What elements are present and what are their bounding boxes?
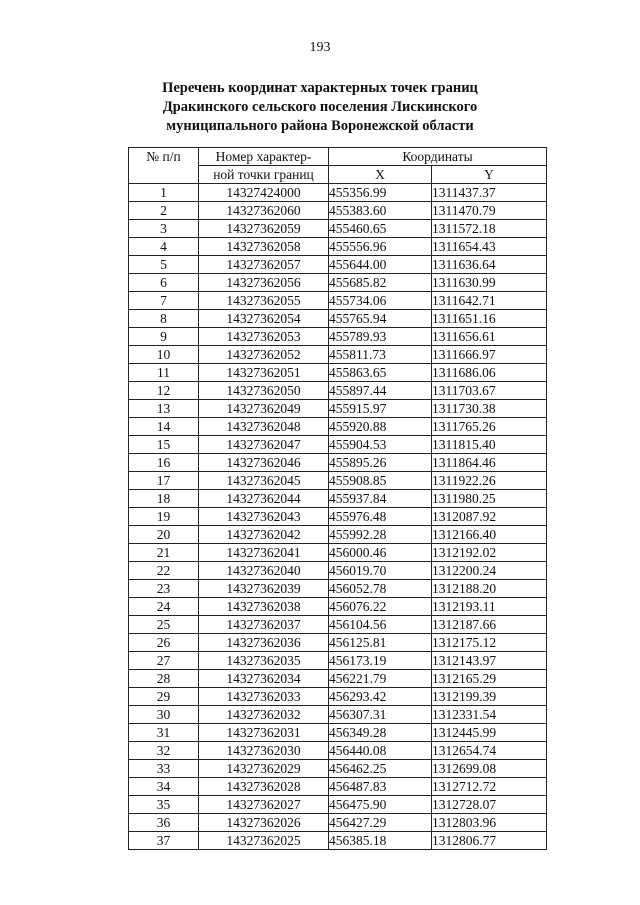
row-number-cell: 23 <box>129 580 199 598</box>
point-number-cell: 14327424000 <box>199 184 329 202</box>
row-number-cell: 2 <box>129 202 199 220</box>
row-number-cell: 37 <box>129 832 199 850</box>
coordinate-x-cell: 455556.96 <box>329 238 432 256</box>
coordinate-y-cell: 1312200.24 <box>432 562 547 580</box>
header-y: Y <box>432 166 547 184</box>
point-number-cell: 14327362038 <box>199 598 329 616</box>
coordinate-x-cell: 455992.28 <box>329 526 432 544</box>
header-x: X <box>329 166 432 184</box>
table-row <box>129 490 547 508</box>
table-row <box>129 220 547 238</box>
table-row <box>129 382 547 400</box>
coordinate-x-cell: 456385.18 <box>329 832 432 850</box>
table-row <box>129 742 547 760</box>
row-number-cell: 35 <box>129 796 199 814</box>
point-number-cell: 14327362028 <box>199 778 329 796</box>
coordinate-y-cell: 1311730.38 <box>432 400 547 418</box>
row-number-cell: 11 <box>129 364 199 382</box>
coordinate-x-cell: 456125.81 <box>329 634 432 652</box>
point-number-cell: 14327362035 <box>199 652 329 670</box>
point-number-cell: 14327362055 <box>199 292 329 310</box>
coordinate-x-cell: 455904.53 <box>329 436 432 454</box>
point-number-cell: 14327362040 <box>199 562 329 580</box>
coordinate-x-cell: 456440.08 <box>329 742 432 760</box>
coordinate-x-cell: 456052.78 <box>329 580 432 598</box>
coordinate-x-cell: 455734.06 <box>329 292 432 310</box>
coordinate-x-cell: 456076.22 <box>329 598 432 616</box>
point-number-cell: 14327362051 <box>199 364 329 382</box>
coordinate-y-cell: 1312654.74 <box>432 742 547 760</box>
table-row <box>129 256 547 274</box>
coordinate-y-cell: 1311654.43 <box>432 238 547 256</box>
point-number-cell: 14327362048 <box>199 418 329 436</box>
coordinate-x-cell: 455976.48 <box>329 508 432 526</box>
point-number-cell: 14327362052 <box>199 346 329 364</box>
coordinate-x-cell: 456019.70 <box>329 562 432 580</box>
row-number-cell: 5 <box>129 256 199 274</box>
title-line-3: муниципального района Воронежской области <box>166 118 474 134</box>
coordinate-y-cell: 1311636.64 <box>432 256 547 274</box>
point-number-cell: 14327362050 <box>199 382 329 400</box>
row-number-cell: 25 <box>129 616 199 634</box>
table-row <box>129 418 547 436</box>
coordinate-x-cell: 455920.88 <box>329 418 432 436</box>
row-number-cell: 32 <box>129 742 199 760</box>
row-number-cell: 19 <box>129 508 199 526</box>
coordinate-y-cell: 1311656.61 <box>432 328 547 346</box>
coordinate-y-cell: 1312199.39 <box>432 688 547 706</box>
row-number-cell: 33 <box>129 760 199 778</box>
table-body <box>129 184 547 850</box>
row-number-cell: 36 <box>129 814 199 832</box>
coordinate-y-cell: 1312728.07 <box>432 796 547 814</box>
coordinate-x-cell: 456000.46 <box>329 544 432 562</box>
row-number-cell: 30 <box>129 706 199 724</box>
table-row <box>129 310 547 328</box>
coordinate-x-cell: 455811.73 <box>329 346 432 364</box>
row-number-cell: 18 <box>129 490 199 508</box>
table-row <box>129 526 547 544</box>
table-row <box>129 454 547 472</box>
point-number-cell: 14327362042 <box>199 526 329 544</box>
table-row <box>129 202 547 220</box>
coordinate-y-cell: 1311980.25 <box>432 490 547 508</box>
row-number-cell: 26 <box>129 634 199 652</box>
coordinate-y-cell: 1311864.46 <box>432 454 547 472</box>
title-line-2: Дракинского сельского поселения Лискинского <box>162 99 478 115</box>
row-number-cell: 12 <box>129 382 199 400</box>
coordinate-y-cell: 1311630.99 <box>432 274 547 292</box>
row-number-cell: 24 <box>129 598 199 616</box>
coordinate-y-cell: 1311815.40 <box>432 436 547 454</box>
table-row <box>129 688 547 706</box>
row-number-cell: 8 <box>129 310 199 328</box>
coordinate-x-cell: 455895.26 <box>329 454 432 472</box>
point-number-cell: 14327362026 <box>199 814 329 832</box>
coordinate-y-cell: 1311642.71 <box>432 292 547 310</box>
point-number-cell: 14327362045 <box>199 472 329 490</box>
coordinate-x-cell: 455460.65 <box>329 220 432 238</box>
row-number-cell: 28 <box>129 670 199 688</box>
point-number-cell: 14327362032 <box>199 706 329 724</box>
table-row <box>129 292 547 310</box>
table-row <box>129 274 547 292</box>
point-number-cell: 14327362044 <box>199 490 329 508</box>
row-number-cell: 15 <box>129 436 199 454</box>
coordinate-y-cell: 1311470.79 <box>432 202 547 220</box>
row-number-cell: 4 <box>129 238 199 256</box>
table-row <box>129 634 547 652</box>
coordinate-x-cell: 456221.79 <box>329 670 432 688</box>
coordinates-table <box>128 147 547 850</box>
coordinate-y-cell: 1312445.99 <box>432 724 547 742</box>
coordinate-y-cell: 1312803.96 <box>432 814 547 832</box>
point-number-cell: 14327362043 <box>199 508 329 526</box>
point-number-cell: 14327362030 <box>199 742 329 760</box>
table-row <box>129 598 547 616</box>
row-number-cell: 7 <box>129 292 199 310</box>
coordinate-y-cell: 1311703.67 <box>432 382 547 400</box>
table-row <box>129 580 547 598</box>
point-number-cell: 14327362049 <box>199 400 329 418</box>
row-number-cell: 10 <box>129 346 199 364</box>
point-number-cell: 14327362041 <box>199 544 329 562</box>
row-number-cell: 14 <box>129 418 199 436</box>
point-number-cell: 14327362059 <box>199 220 329 238</box>
coordinate-x-cell: 456427.29 <box>329 814 432 832</box>
row-number-cell: 27 <box>129 652 199 670</box>
coordinate-x-cell: 456462.25 <box>329 760 432 778</box>
row-number-cell: 16 <box>129 454 199 472</box>
coordinate-y-cell: 1312699.08 <box>432 760 547 778</box>
point-number-cell: 14327362037 <box>199 616 329 634</box>
coordinate-x-cell: 455863.65 <box>329 364 432 382</box>
table-row <box>129 184 547 202</box>
coordinate-y-cell: 1311666.97 <box>432 346 547 364</box>
coordinate-y-cell: 1312087.92 <box>432 508 547 526</box>
point-number-cell: 14327362027 <box>199 796 329 814</box>
header-coordinates: Координаты <box>329 148 547 166</box>
coordinate-y-cell: 1311922.26 <box>432 472 547 490</box>
row-number-cell: 17 <box>129 472 199 490</box>
coordinate-x-cell: 455937.84 <box>329 490 432 508</box>
coordinate-y-cell: 1312187.66 <box>432 616 547 634</box>
table-row <box>129 760 547 778</box>
coordinate-x-cell: 455685.82 <box>329 274 432 292</box>
table-row <box>129 346 547 364</box>
table-row <box>129 652 547 670</box>
coordinate-y-cell: 1312165.29 <box>432 670 547 688</box>
title-line-1: Перечень координат характерных точек границ <box>162 80 478 96</box>
table-row <box>129 724 547 742</box>
row-number-cell: 34 <box>129 778 199 796</box>
coordinate-x-cell: 455765.94 <box>329 310 432 328</box>
table-row <box>129 814 547 832</box>
point-number-cell: 14327362031 <box>199 724 329 742</box>
coordinate-y-cell: 1312806.77 <box>432 832 547 850</box>
point-number-cell: 14327362056 <box>199 274 329 292</box>
coordinate-y-cell: 1311437.37 <box>432 184 547 202</box>
coordinate-x-cell: 456307.31 <box>329 706 432 724</box>
row-number-cell: 29 <box>129 688 199 706</box>
table-row <box>129 544 547 562</box>
coordinate-x-cell: 456475.90 <box>329 796 432 814</box>
coordinate-y-cell: 1312331.54 <box>432 706 547 724</box>
table-row <box>129 778 547 796</box>
row-number-cell: 20 <box>129 526 199 544</box>
point-number-cell: 14327362033 <box>199 688 329 706</box>
table-row <box>129 508 547 526</box>
coordinate-x-cell: 455789.93 <box>329 328 432 346</box>
row-number-cell: 9 <box>129 328 199 346</box>
row-number-cell: 22 <box>129 562 199 580</box>
coordinate-y-cell: 1312193.11 <box>432 598 547 616</box>
point-number-cell: 14327362047 <box>199 436 329 454</box>
table-row <box>129 436 547 454</box>
point-number-cell: 14327362034 <box>199 670 329 688</box>
coordinate-x-cell: 455356.99 <box>329 184 432 202</box>
table-row <box>129 616 547 634</box>
document-title <box>0 79 640 136</box>
point-number-cell: 14327362058 <box>199 238 329 256</box>
row-number-cell: 1 <box>129 184 199 202</box>
coordinate-y-cell: 1311686.06 <box>432 364 547 382</box>
header-row-number: № п/п <box>129 148 199 184</box>
table-row <box>129 796 547 814</box>
header-point-number-line2: ной точки границ <box>199 166 329 184</box>
point-number-cell: 14327362039 <box>199 580 329 598</box>
table-row <box>129 328 547 346</box>
coordinate-x-cell: 456293.42 <box>329 688 432 706</box>
table-row <box>129 364 547 382</box>
point-number-cell: 14327362029 <box>199 760 329 778</box>
point-number-cell: 14327362053 <box>199 328 329 346</box>
coordinate-y-cell: 1311572.18 <box>432 220 547 238</box>
table-row <box>129 472 547 490</box>
coordinate-x-cell: 455908.85 <box>329 472 432 490</box>
table-row <box>129 706 547 724</box>
coordinate-x-cell: 456173.19 <box>329 652 432 670</box>
row-number-cell: 31 <box>129 724 199 742</box>
coordinate-x-cell: 455915.97 <box>329 400 432 418</box>
table-header <box>129 148 547 184</box>
page-number: 193 <box>309 40 331 55</box>
coordinate-x-cell: 455383.60 <box>329 202 432 220</box>
row-number-cell: 21 <box>129 544 199 562</box>
point-number-cell: 14327362060 <box>199 202 329 220</box>
coordinate-x-cell: 456104.56 <box>329 616 432 634</box>
coordinate-y-cell: 1312188.20 <box>432 580 547 598</box>
row-number-cell: 6 <box>129 274 199 292</box>
coordinate-x-cell: 456487.83 <box>329 778 432 796</box>
table-row <box>129 238 547 256</box>
coordinate-y-cell: 1312175.12 <box>432 634 547 652</box>
coordinate-y-cell: 1312192.02 <box>432 544 547 562</box>
coordinate-x-cell: 456349.28 <box>329 724 432 742</box>
table-row <box>129 832 547 850</box>
point-number-cell: 14327362054 <box>199 310 329 328</box>
header-point-number-line1: Номер характер- <box>199 148 329 166</box>
coordinate-x-cell: 455897.44 <box>329 382 432 400</box>
coordinate-y-cell: 1312166.40 <box>432 526 547 544</box>
row-number-cell: 13 <box>129 400 199 418</box>
row-number-cell: 3 <box>129 220 199 238</box>
table-row <box>129 562 547 580</box>
point-number-cell: 14327362057 <box>199 256 329 274</box>
point-number-cell: 14327362046 <box>199 454 329 472</box>
coordinate-y-cell: 1311651.16 <box>432 310 547 328</box>
point-number-cell: 14327362036 <box>199 634 329 652</box>
table-row <box>129 670 547 688</box>
coordinate-y-cell: 1312712.72 <box>432 778 547 796</box>
coordinate-y-cell: 1311765.26 <box>432 418 547 436</box>
point-number-cell: 14327362025 <box>199 832 329 850</box>
table-row <box>129 400 547 418</box>
coordinate-x-cell: 455644.00 <box>329 256 432 274</box>
coordinate-y-cell: 1312143.97 <box>432 652 547 670</box>
